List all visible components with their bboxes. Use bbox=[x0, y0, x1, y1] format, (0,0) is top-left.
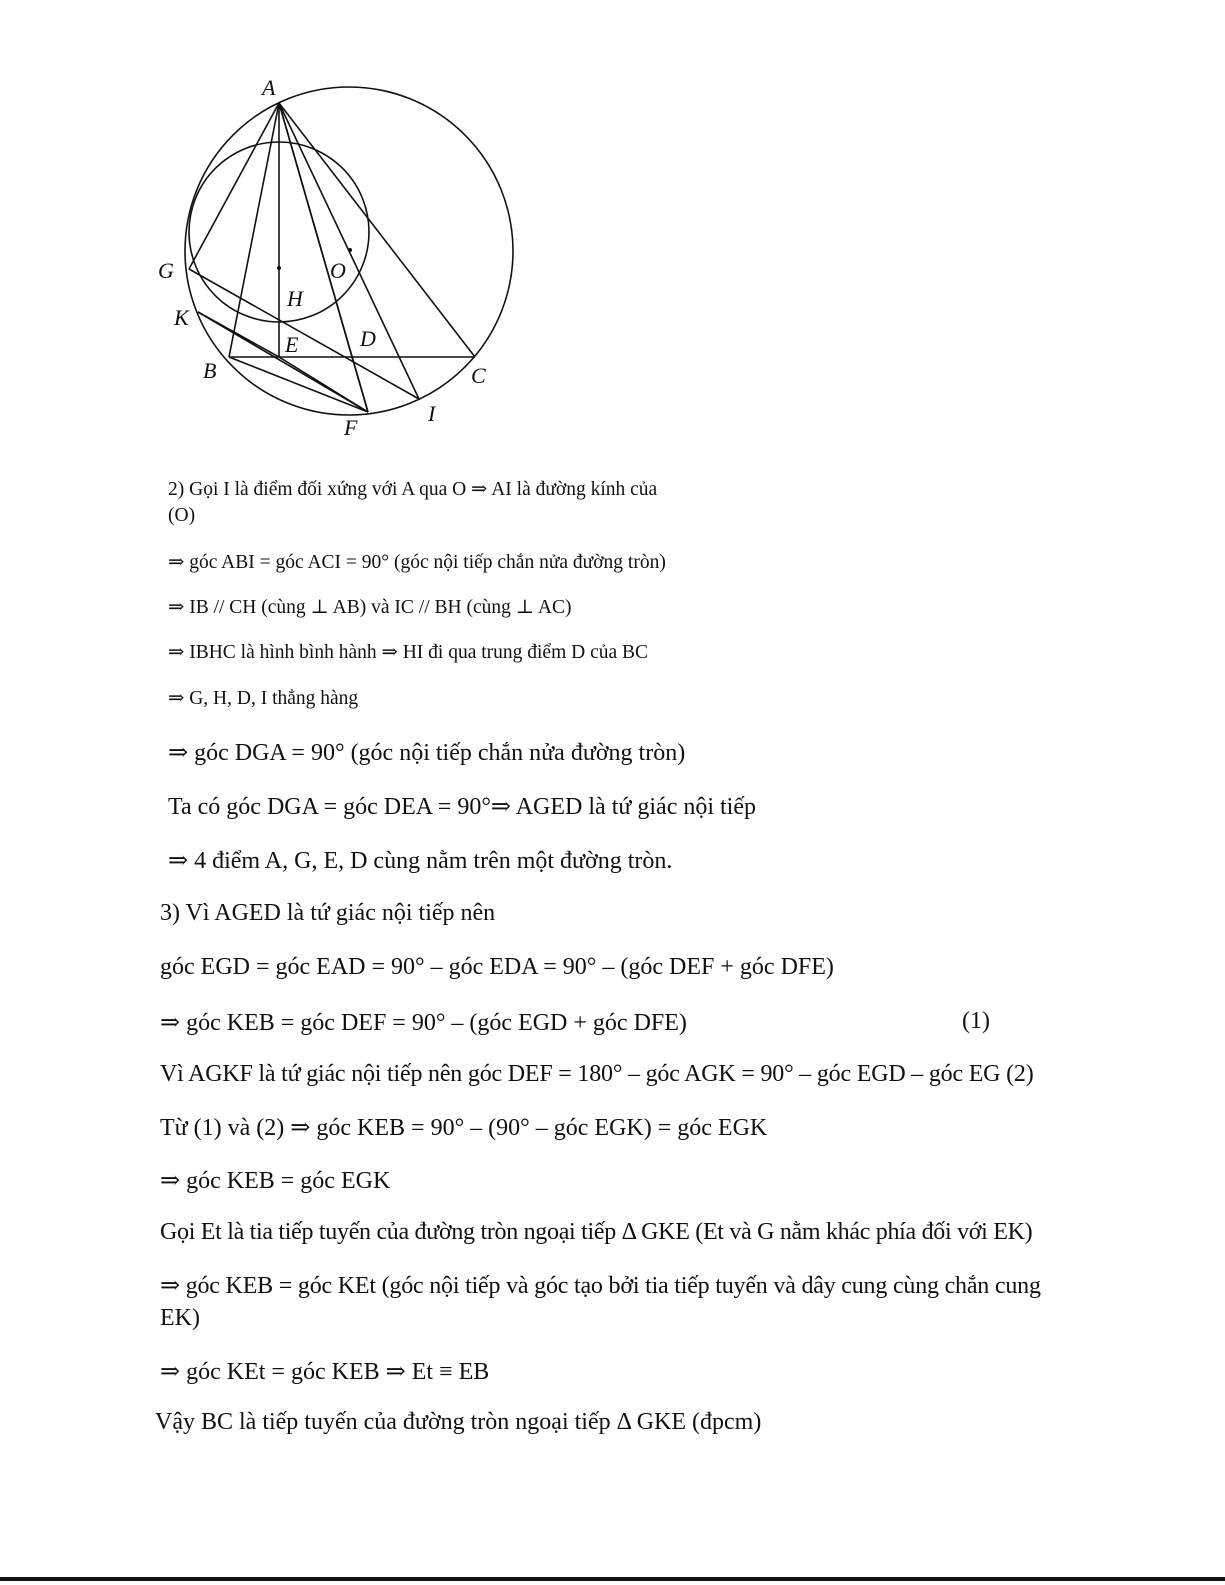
text-line: Từ (1) và (2) ⇒ góc KEB = 90° – (90° – góc EGK) = góc EGK bbox=[160, 1115, 768, 1141]
text-line: 2) Gọi I là điểm đối xứng với A qua O ⇒ AI là đường kính của bbox=[168, 479, 658, 500]
page-bottom-rule bbox=[0, 1577, 1225, 1581]
text-line: ⇒ IB // CH (cùng ⊥ AB) và IC // BH (cùng ⊥ AC) bbox=[168, 597, 572, 618]
segment-GI bbox=[189, 269, 419, 399]
label-I: I bbox=[428, 401, 436, 426]
text-line: 3) Vì AGED là tứ giác nội tiếp nên bbox=[160, 900, 496, 926]
label-F: F bbox=[344, 415, 358, 440]
text-line: Gọi Et là tia tiếp tuyến của đường tròn ngoại tiếp Δ GKE (Et và G nằm khác phía đối với EK) bbox=[160, 1219, 1033, 1245]
text-line: ⇒ góc KEB = góc KEt (góc nội tiếp và góc tạo bởi tia tiếp tuyến và dây cung cùng chắn cung bbox=[160, 1273, 1041, 1299]
text-line: ⇒ IBHC là hình bình hành ⇒ HI đi qua trung điểm D của BC bbox=[168, 642, 649, 663]
text-line: ⇒ góc KEB = góc EGK bbox=[160, 1168, 391, 1194]
label-A: A bbox=[262, 75, 276, 100]
text-line: ⇒ góc DGA = 90° (góc nội tiếp chắn nửa đường tròn) bbox=[168, 740, 686, 766]
equation-number: (1) bbox=[962, 1008, 990, 1034]
point-H-dot bbox=[277, 266, 281, 270]
text-line: góc EGD = góc EAD = 90° – góc EDA = 90° – (góc DEF + góc DFE) bbox=[160, 954, 834, 980]
segment-BF bbox=[229, 357, 368, 412]
text-line: ⇒ góc ABI = góc ACI = 90° (góc nội tiếp chắn nửa đường tròn) bbox=[168, 552, 666, 573]
label-K: K bbox=[174, 305, 189, 330]
text-line: (O) bbox=[168, 505, 196, 526]
label-E: E bbox=[285, 332, 299, 357]
text-line: Vì AGKF là tứ giác nội tiếp nên góc DEF = 180° – góc AGK = 90° – góc EGD – góc EG (2) bbox=[160, 1061, 1034, 1087]
label-D: D bbox=[360, 326, 376, 351]
label-G: G bbox=[158, 258, 174, 283]
geometry-figure bbox=[140, 60, 540, 450]
segment-AC bbox=[279, 103, 475, 357]
text-line: ⇒ góc KEB = góc DEF = 90° – (góc EGD + góc DFE) bbox=[160, 1010, 687, 1036]
text-line: ⇒ 4 điểm A, G, E, D cùng nằm trên một đường tròn. bbox=[168, 848, 673, 874]
label-H: H bbox=[287, 286, 303, 311]
label-B: B bbox=[203, 358, 217, 383]
text-line: Ta có góc DGA = góc DEA = 90°⇒ AGED là tứ giác nội tiếp bbox=[168, 794, 756, 820]
geometry-diagram bbox=[140, 60, 540, 450]
text-line: Vậy BC là tiếp tuyến của đường tròn ngoại tiếp Δ GKE (đpcm) bbox=[155, 1409, 762, 1435]
text-line: EK) bbox=[160, 1305, 200, 1331]
text-line: ⇒ góc KEt = góc KEB ⇒ Et ≡ EB bbox=[160, 1359, 490, 1385]
label-C: C bbox=[471, 363, 486, 388]
point-O-dot bbox=[348, 248, 352, 252]
label-O: O bbox=[330, 258, 346, 283]
text-line: ⇒ G, H, D, I thẳng hàng bbox=[168, 688, 359, 709]
